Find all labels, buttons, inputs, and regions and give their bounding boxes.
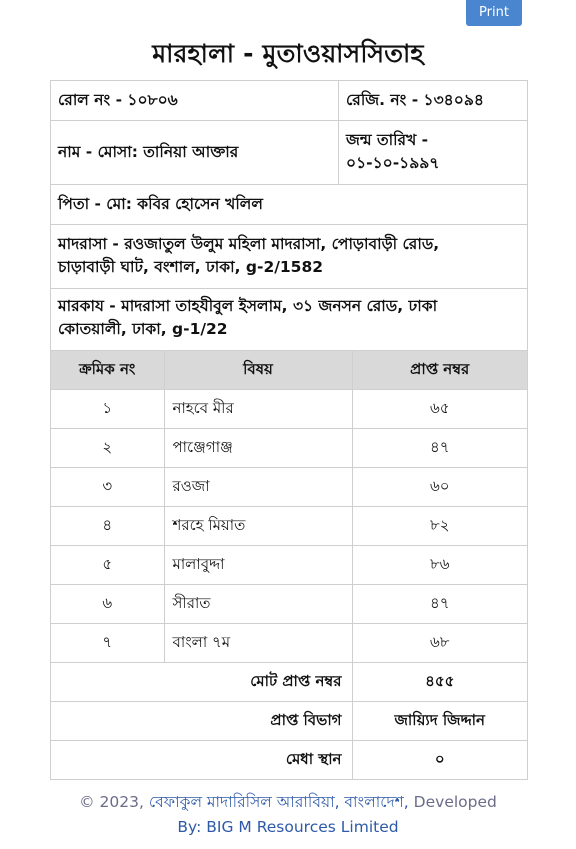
division-label: প্রাপ্ত বিভাগ: [51, 702, 352, 741]
subject-cell: সীরাত: [164, 585, 352, 624]
header-marks: প্রাপ্ত নম্বর: [352, 351, 527, 390]
markaz-line-1: মারকায - মাদরাসা তাহযীবুল ইসলাম, ৩১ জনসন রোড, ঢাকা: [58, 297, 438, 315]
division-row: [51, 702, 527, 741]
registration-number: রেজি. নং - ১৩৪০৯৪: [346, 91, 484, 109]
table-row: [51, 390, 527, 429]
madrasa-info: [51, 225, 527, 288]
markaz-row: [51, 289, 527, 351]
name-dob-row: [51, 121, 527, 185]
result-card: [50, 80, 528, 780]
table-row: [51, 546, 527, 585]
serial-cell: ৬: [51, 585, 164, 624]
table-row: [51, 507, 527, 546]
subject-cell: বাংলা ৭ম: [164, 624, 352, 663]
serial-cell: ৪: [51, 507, 164, 546]
marks-cell: ৬০: [352, 468, 527, 507]
subject-cell: পাঞ্জেগাঞ্জ: [164, 429, 352, 468]
markaz-info: [51, 289, 527, 350]
marks-cell: ৪৭: [352, 429, 527, 468]
serial-cell: ৫: [51, 546, 164, 585]
org-name: বেফাকুল মাদারিসিল আরাবিয়া, বাংলাদেশ,: [148, 793, 409, 811]
marks-cell: ৬৮: [352, 624, 527, 663]
table-header-row: [51, 351, 527, 390]
dob-label: জন্ম তারিখ -: [346, 131, 429, 149]
student-name: নাম - মোসা: তানিয়া আক্তার: [51, 121, 339, 184]
serial-cell: ২: [51, 429, 164, 468]
serial-cell: ৩: [51, 468, 164, 507]
marks-cell: ৬৫: [352, 390, 527, 429]
father-name: পিতা - মো: কবির হোসেন খলিল: [58, 195, 263, 213]
total-row: [51, 663, 527, 702]
subject-cell: মালাবুদ্দা: [164, 546, 352, 585]
subject-cell: রওজা: [164, 468, 352, 507]
father-row: [51, 185, 527, 225]
subject-cell: শরহে মিয়াত: [164, 507, 352, 546]
header-subject: বিষয়: [164, 351, 352, 390]
madrasa-line-2: চাড়াবাড়ী ঘাট, বংশাল, ঢাকা, g-2/1582: [58, 258, 324, 276]
by-text: By:: [177, 818, 202, 836]
header-serial: ক্রমিক নং: [51, 351, 164, 390]
dob-value: ০১-১০-১৯৯৭: [346, 154, 440, 172]
roll-reg-row: [51, 81, 527, 121]
serial-cell: ৭: [51, 624, 164, 663]
madrasa-row: [51, 225, 527, 289]
merit-label: মেধা স্থান: [51, 741, 352, 780]
subject-cell: নাহবে মীর: [164, 390, 352, 429]
print-button[interactable]: Print: [466, 0, 522, 26]
developer-company: BIG M Resources Limited: [206, 818, 399, 836]
table-row: [51, 468, 527, 507]
roll-number: রোল নং - ১০৮০৬: [51, 81, 339, 120]
marks-table: [51, 351, 527, 779]
page-title: মারহালা - মুতাওয়াসসিতাহ: [152, 39, 424, 68]
developed-text: Developed: [413, 793, 497, 811]
copyright-text: © 2023,: [79, 793, 144, 811]
marks-cell: ৮৬: [352, 546, 527, 585]
table-row: [51, 429, 527, 468]
marks-cell: ৮২: [352, 507, 527, 546]
table-row: [51, 585, 527, 624]
division-value: জায়্যিদ জিদ্দান: [352, 702, 527, 741]
total-label: মোট প্রাপ্ত নম্বর: [51, 663, 352, 702]
madrasa-line-1: মাদরাসা - রওজাতুল উলুম মহিলা মাদরাসা, পোড়াবাড়ী রোড,: [58, 235, 440, 253]
date-of-birth: [339, 121, 527, 184]
merit-row: [51, 741, 527, 780]
table-row: [51, 624, 527, 663]
marks-cell: ৪৭: [352, 585, 527, 624]
merit-value: ০: [352, 741, 527, 780]
markaz-line-2: কোতয়ালী, ঢাকা, g-1/22: [58, 320, 228, 338]
total-value: ৪৫৫: [352, 663, 527, 702]
serial-cell: ১: [51, 390, 164, 429]
footer: [0, 790, 576, 840]
